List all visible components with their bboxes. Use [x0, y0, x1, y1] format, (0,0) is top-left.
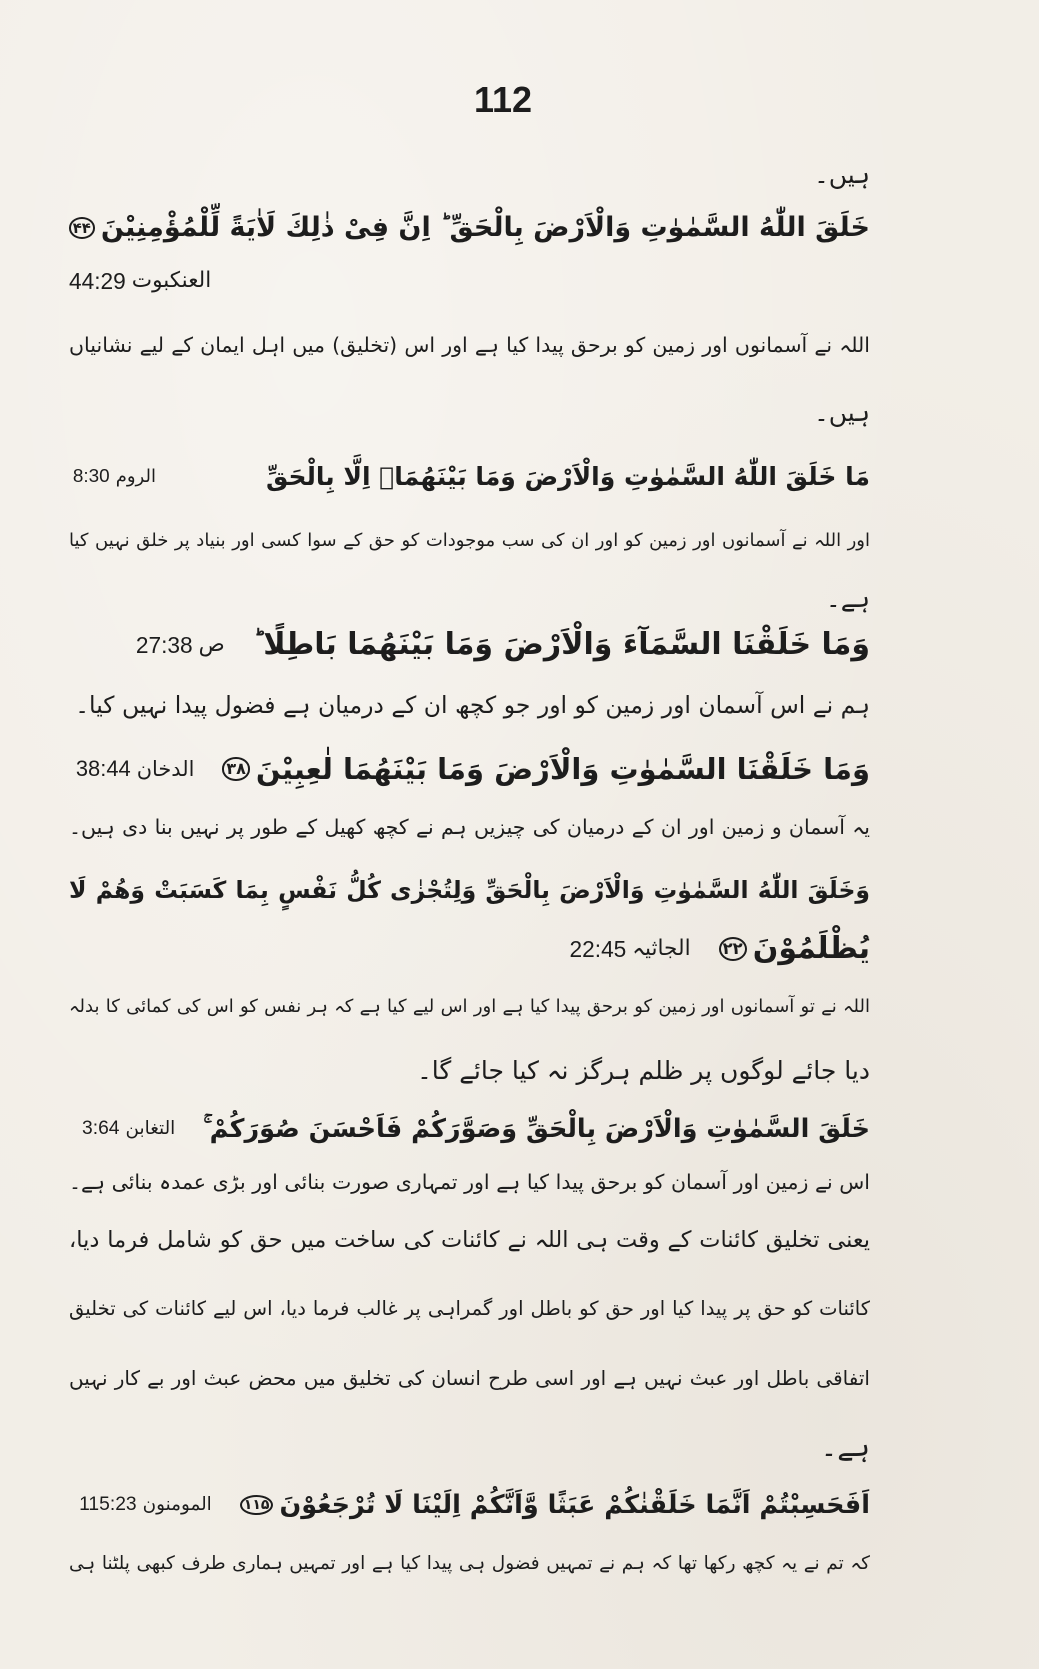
line-text: ہم نے اس آسمان اور زمین کو اور جو کچھ ان کے درمیان ہے فضول پیدا نہیں کیا۔ [75, 691, 870, 719]
line-text: اس نے زمین اور آسمان کو برحق پیدا کیا ہے اور تمہاری صورت بنائی اور بڑی عمدہ بنائی ہے۔ [69, 1170, 870, 1194]
text-line [69, 519, 870, 563]
reference-number: 38:44 [75, 756, 131, 781]
surah-reference [136, 620, 225, 670]
ayah-marker: ۳۸ [222, 757, 249, 780]
surah-name: الروم [115, 466, 156, 487]
reference-line [69, 256, 870, 306]
line-text: یعنی تخلیق کائنات کے وقت ہی اللہ نے کائنات کی ساخت میں حق کو شامل فرما دیا، [69, 1227, 870, 1253]
verse-line [69, 620, 870, 670]
paragraph-line [69, 1422, 870, 1472]
surah-reference [69, 256, 211, 306]
page-number: 112 [473, 79, 533, 120]
ayah-marker: ۱۱۵ [240, 1495, 274, 1515]
ayah-marker: ۲۲ [719, 937, 747, 961]
reference-number: 27:38 [135, 632, 193, 658]
verse-text: وَمَا خَلَقْنَا السَّمَآءَ وَالْاَرْضَ وَمَا بَیْنَهُمَا بَاطِلًا ؕ [252, 627, 870, 662]
verse-line [69, 1104, 870, 1154]
reference-number: 115:23 [79, 1494, 137, 1515]
surah-reference [82, 1104, 175, 1154]
reference-number: 22:45 [569, 936, 627, 962]
reference-number: 44:29 [69, 268, 126, 294]
verse-text: اَفَحَسِبْتُمْ اَنَّمَا خَلَقْنٰكُمْ عَبَثًا وَّاَنَّكُمْ اِلَیْنَا لَا تُرْجَعُوْنَ [279, 1490, 870, 1520]
line-text: ہیں۔ [814, 160, 870, 189]
text-line [69, 391, 870, 435]
text-line [69, 683, 870, 727]
surah-name: ص [198, 632, 225, 657]
paragraph-line [69, 1353, 870, 1403]
text-line [69, 1542, 870, 1586]
text-line [69, 1049, 870, 1093]
verse-text: خَلَقَ السَّمٰوٰتِ وَالْاَرْضَ بِالْحَقِّ وَصَوَّرَكُمْ فَاَحْسَنَ صُوَرَكُمْ ۚ [203, 1114, 870, 1144]
line-text: اور اللہ نے آسمانوں اور زمین کو اور ان کی سب موجودات کو حق کے سوا کسی اور بنیاد پر خلق نہیں کیا [69, 530, 870, 551]
verse-line [69, 744, 870, 794]
line-text: کہ تم نے یہ کچھ رکھا تھا کہ ہم نے تمہیں فضول ہی پیدا کیا ہے اور تمہیں ہماری طرف کبھی پلٹنا ہی [69, 1553, 870, 1574]
line-text: اللہ نے آسمانوں اور زمین کو برحق پیدا کیا ہے اور اس (تخلیق) میں اہل ایمان کے لیے نشانیاں [69, 333, 870, 357]
line-text: ہے۔ [826, 584, 870, 613]
surah-name: الجاثیہ [632, 936, 691, 961]
verse-text: وَمَا خَلَقْنَا السَّمٰوٰتِ وَالْاَرْضَ وَمَا بَیْنَهُمَا لٰعِبِیْنَ [255, 752, 870, 786]
verse-text: یُظْلَمُوْنَ [752, 931, 870, 966]
verse-line [69, 452, 870, 502]
surah-reference [73, 452, 156, 502]
reference-number: 3:64 [82, 1118, 120, 1139]
line-text: کائنات کو حق پر پیدا کیا اور حق کو باطل اور گمراہی پر غالب فرما دیا، اس لیے کائنات کی تخلیق [69, 1297, 870, 1320]
verse-line [69, 924, 870, 974]
verse-text: مَا خَلَقَ اللّٰهُ السَّمٰوٰتِ وَالْاَرْضَ وَمَا بَیْنَهُمَاۤ اِلَّا بِالْحَقِّ [265, 462, 870, 491]
verse-text: وَخَلَقَ اللّٰهُ السَّمٰوٰتِ وَالْاَرْضَ بِالْحَقِّ وَلِتُجْزٰی كُلُّ نَفْسٍ بِمَا كَسَبَتْ وَهُمْ لَا [69, 876, 870, 904]
line-text: ہیں۔ [814, 398, 870, 427]
reference-number: 8:30 [72, 466, 110, 487]
verse-line [69, 203, 870, 253]
ayah-marker: ۴۴ [69, 217, 95, 239]
text-line [69, 985, 870, 1029]
paragraph-line [69, 1284, 870, 1334]
line-text: اللہ نے تو آسمانوں اور زمین کو برحق پیدا کیا ہے اور اس لیے کیا ہے کہ ہر نفس کو اس کی کمائی کا بدلہ [69, 996, 870, 1017]
surah-name: المومنون [142, 1494, 212, 1515]
verse-text: خَلَقَ اللّٰهُ السَّمٰوٰتِ وَالْاَرْضَ بِالْحَقِّ ؕ اِنَّ فِیْ ذٰلِكَ لَاٰیَةً لِّلْمُؤْمِنِیْنَ [100, 212, 870, 243]
surah-name: الدخان [136, 757, 195, 781]
text-line [69, 577, 870, 621]
surah-name: التغابن [125, 1118, 176, 1139]
surah-name: العنکبوت [131, 268, 212, 293]
surah-reference [570, 924, 691, 974]
surah-reference [76, 744, 195, 794]
line-text: یہ آسمان و زمین اور ان کے درمیان کی چیزیں ہم نے کچھ کھیل کے طور پر نہیں بنا دی ہیں۔ [69, 815, 870, 839]
surah-reference [79, 1480, 212, 1530]
line-text: ہے۔ [820, 1430, 870, 1463]
line-text: دیا جائے لوگوں پر ظلم ہرگز نہ کیا جائے گا۔ [417, 1056, 870, 1085]
line-text: اتفاقی باطل اور عبث نہیں ہے اور اسی طرح انسان کی تخلیق میں محض عبث اور بے کار نہیں [69, 1366, 870, 1390]
verse-line [69, 1480, 870, 1530]
text-line [69, 323, 870, 367]
text-line [69, 153, 870, 197]
text-line [69, 805, 870, 849]
verse-line [69, 865, 870, 915]
paragraph-line [69, 1215, 870, 1265]
text-line [69, 1160, 870, 1204]
